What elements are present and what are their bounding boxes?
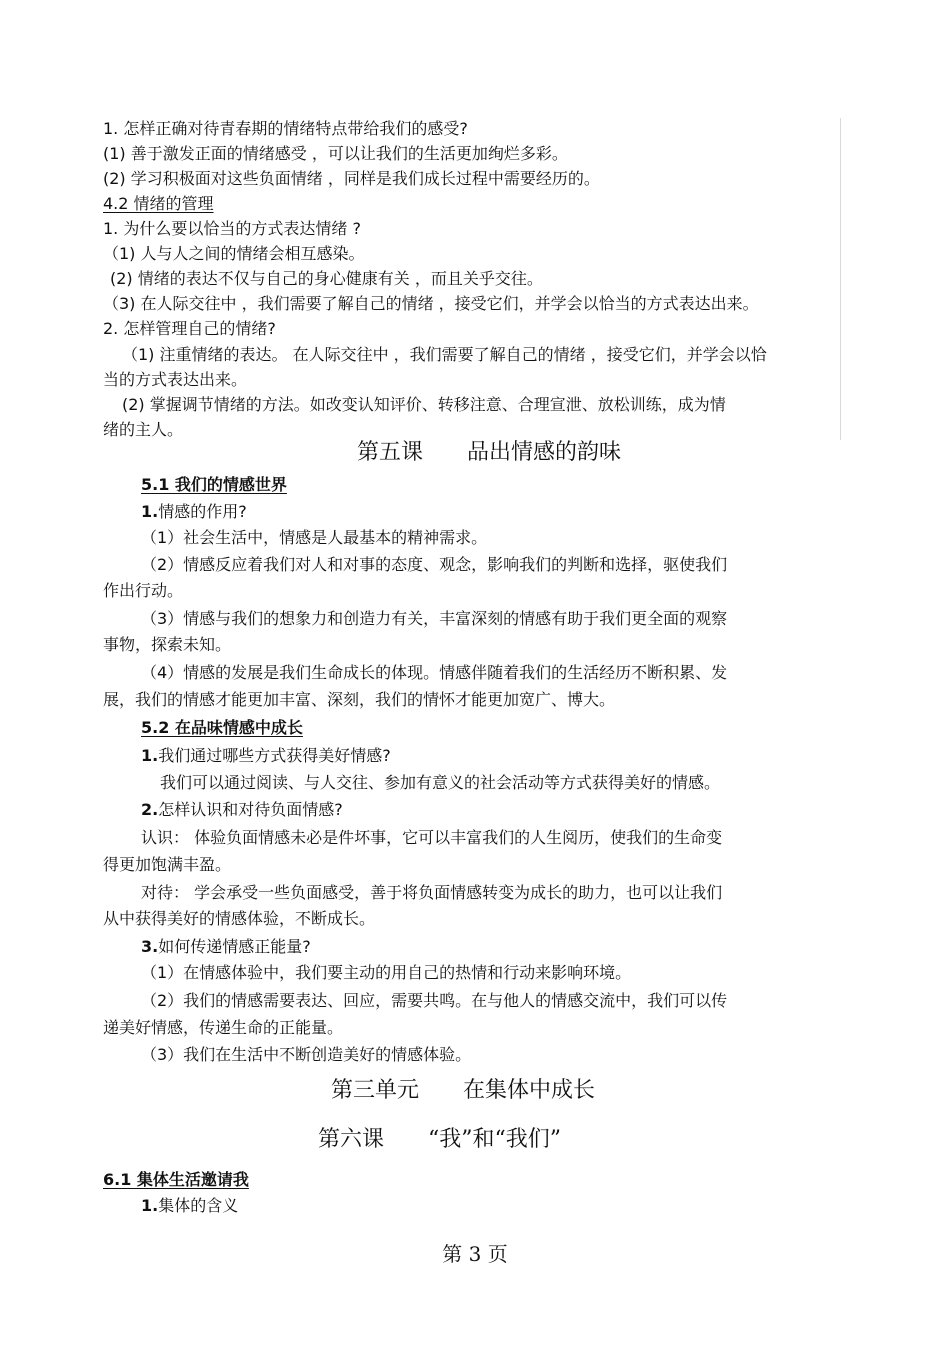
lesson-5-1-answer-1: （1）社会生活中，情感是人最基本的精神需求。 xyxy=(141,528,488,547)
lesson-5-1-answer-3-line-1: （3）情感与我们的想象力和创造力有关，丰富深刻的情感有助于我们更全面的观察 xyxy=(141,609,728,628)
question-2: 1. 为什么要以恰当的方式表达情绪 ? xyxy=(103,219,361,238)
answer-1-1: (1) 善于激发正面的情绪感受 ，可以让我们的生活更加绚烂多彩。 xyxy=(103,144,568,163)
page-number: 第 3 页 xyxy=(442,1242,508,1266)
lesson-5-1-answer-3-line-2: 事物，探索未知。 xyxy=(103,635,232,654)
lesson-6-title: 第六课 “我”和“我们” xyxy=(318,1127,561,1152)
lesson-5-2-answer-3-line-1: 对待： 学会承受一些负面感受，善于将负面情感转变为成长的助力，也可以让我们 xyxy=(141,883,723,902)
section-heading-6-1: 6.1 集体生活邀请我 xyxy=(103,1170,249,1189)
lesson-5-1-answer-2-line-1: （2）情感反应着我们对人和对事的态度、观念，影响我们的判断和选择，驱使我们 xyxy=(141,555,728,574)
lesson-5-1-question-1: 1.情感的作用? xyxy=(141,502,247,521)
answer-2-1: （1) 人与人之间的情绪会相互感染。 xyxy=(103,244,365,263)
question-3: 2. 怎样管理自己的情绪? xyxy=(103,319,276,338)
lesson-5-2-question-3: 3.如何传递情感正能量? xyxy=(141,937,311,956)
section-heading-4-2: 4.2 情绪的管理 xyxy=(103,194,214,213)
lesson-5-1-answer-4-line-1: （4）情感的发展是我们生命成长的体现。情感伴随着我们的生活经历不断积累、发 xyxy=(141,663,728,682)
lesson-5-2-answer-3-line-2: 从中获得美好的情感体验，不断成长。 xyxy=(103,909,376,928)
answer-3-2-line-2: 绪的主人。 xyxy=(103,420,184,439)
lesson-5-2-answer-2-line-2: 得更加饱满丰盈。 xyxy=(103,855,232,874)
section-heading-5-1: 5.1 我们的情感世界 xyxy=(141,475,287,494)
unit-3-title: 第三单元 在集体中成长 xyxy=(331,1078,596,1103)
lesson-5-1-answer-4-line-2: 展，我们的情感才能更加丰富、深刻，我们的情怀才能更加宽广、博大。 xyxy=(103,690,616,709)
answer-3-1-line-1: （1) 注重情绪的表达。 在人际交往中 ，我们需要了解自己的情绪 ，接受它们，并学会以恰 xyxy=(122,345,767,364)
lesson-5-1-answer-2-line-2: 作出行动。 xyxy=(103,581,184,600)
lesson-5-2-question-1: 1.我们通过哪些方式获得美好情感? xyxy=(141,746,391,765)
answer-2-3: （3) 在人际交往中 ，我们需要了解自己的情绪 ，接受它们，并学会以恰当的方式表达出来。 xyxy=(103,294,759,313)
lesson-5-2-answer-2-line-1: 认识： 体验负面情感未必是件坏事，它可以丰富我们的人生阅历，使我们的生命变 xyxy=(141,828,723,847)
lesson-5-2-answer-1: 我们可以通过阅读、与人交往、参加有意义的社会活动等方式获得美好的情感。 xyxy=(160,773,721,792)
lesson-5-2-answer-4: （1）在情感体验中，我们要主动的用自己的热情和行动来影响环境。 xyxy=(141,963,632,982)
question-1: 1. 怎样正确对待青春期的情绪特点带给我们的感受? xyxy=(103,119,468,138)
section-heading-5-2: 5.2 在品味情感中成长 xyxy=(141,718,303,737)
lesson-6-1-question-1: 1.集体的含义 xyxy=(141,1196,239,1215)
lesson-5-2-answer-5-line-1: （2）我们的情感需要表达、回应，需要共鸣。在与他人的情感交流中，我们可以传 xyxy=(141,991,728,1010)
answer-2-2: (2) 情绪的表达不仅与自己的身心健康有关 ，而且关乎交往。 xyxy=(110,269,543,288)
answer-3-1-line-2: 当的方式表达出来。 xyxy=(103,370,248,389)
lesson-5-title: 第五课 品出情感的韵味 xyxy=(357,440,622,465)
answer-1-2: (2) 学习积极面对这些负面情绪 ，同样是我们成长过程中需要经历的。 xyxy=(103,169,600,188)
answer-3-2-line-1: (2) 掌握调节情绪的方法。如改变认知评价、转移注意、合理宣泄、放松训练，成为情 xyxy=(122,395,726,414)
lesson-5-2-question-2: 2.怎样认识和对待负面情感? xyxy=(141,800,343,819)
lesson-5-2-answer-5-line-2: 递美好情感，传递生命的正能量。 xyxy=(103,1018,344,1037)
margin-rule xyxy=(840,118,841,440)
lesson-5-2-answer-6: （3）我们在生活中不断创造美好的情感体验。 xyxy=(141,1045,472,1064)
